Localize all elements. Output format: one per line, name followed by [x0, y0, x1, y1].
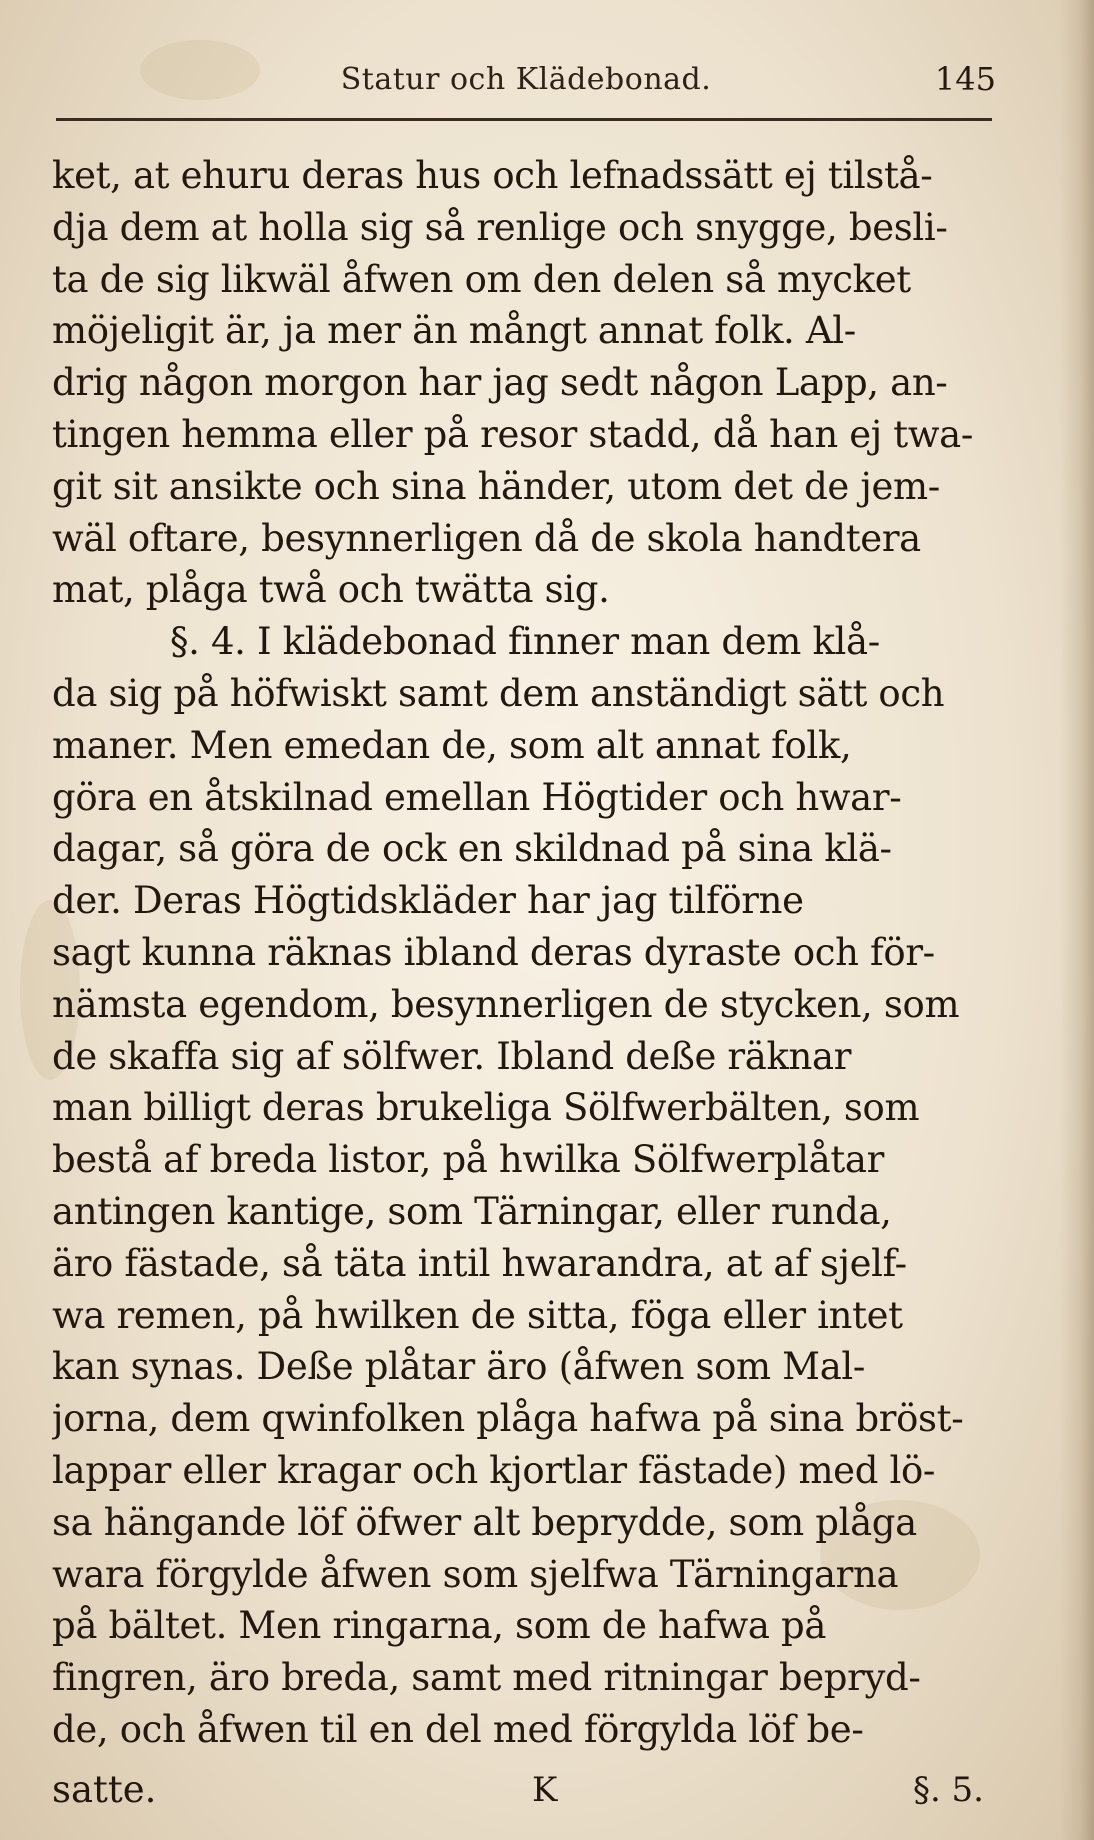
- page-header: [56, 58, 996, 108]
- text-line: bestå af breda listor, på hwilka Sölfwerplåtar: [52, 1138, 884, 1182]
- text-line: ket, at ehuru deras hus och lefnadssätt ej tilstå-: [52, 154, 933, 197]
- text-line: maner. Men emedan de, som alt annat folk,: [52, 723, 852, 767]
- text-line: de skaffa sig af sölfwer. Ibland deße räknar: [52, 1034, 852, 1078]
- header-rule: [56, 118, 992, 121]
- last-text-line: satte.: [52, 1768, 157, 1811]
- text-line: göra en åtskilnad emellan Högtider och hwar-: [52, 775, 902, 819]
- text-line: antingen kantige, som Tärningar, eller runda,: [52, 1189, 892, 1233]
- text-line: möjeligit är, ja mer än mångt annat folk. Al-: [52, 309, 856, 353]
- text-line: dagar, så göra de ock en skildnad på sina klä-: [52, 827, 892, 871]
- page-edge-shadow: [1060, 0, 1094, 1840]
- text-line: git sit ansikte och sina händer, utom det de jem-: [52, 464, 940, 508]
- text-line: på bältet. Men ringarna, som de hafwa på: [52, 1604, 827, 1648]
- text-line: fingren, äro breda, samt med ritningar bepryd-: [52, 1656, 921, 1700]
- text-line: der. Deras Högtidskläder har jag tilförne: [52, 879, 804, 923]
- signature-mark: K: [532, 1770, 558, 1810]
- running-head: Statur och Klädebonad.: [340, 62, 712, 97]
- text-line: sagt kunna räknas ibland deras dyraste och för-: [52, 930, 935, 974]
- text-line: äro fästade, så täta intil hwarandra, at af sjelf-: [52, 1241, 907, 1285]
- text-line: dja dem at holla sig så renlige och snygge, besli-: [52, 205, 948, 249]
- text-line: mat, plåga twå och twätta sig.: [52, 568, 610, 612]
- text-line: da sig på höfwiskt samt dem anständigt sätt och: [52, 671, 945, 715]
- page-number: 145: [934, 60, 996, 98]
- text-line: wa remen, på hwilken de sitta, föga eller intet: [52, 1293, 903, 1337]
- text-line: de, och åfwen til en del med förgylda löf be-: [52, 1707, 864, 1751]
- text-line: man billigt deras brukeliga Sölfwerbälten, som: [52, 1086, 920, 1130]
- page-footer: [52, 1764, 1000, 1816]
- text-line: jorna, dem qwinfolken plåga hafwa på sina bröst-: [52, 1397, 964, 1441]
- text-line: kan synas. Deße plåtar äro (åfwen som Mal-: [52, 1345, 866, 1389]
- text-line: sa hängande löf öfwer alt beprydde, som plåga: [52, 1500, 917, 1544]
- text-line: drig någon morgon har jag sedt någon Lapp, an-: [52, 361, 948, 405]
- text-line: wäl oftare, besynnerligen då de skola handtera: [52, 516, 921, 560]
- section-heading-line: §. 4. I klädebonad finner man dem klå-: [170, 620, 880, 664]
- text-line: wara förgylde åfwen som sjelfwa Tärningarna: [52, 1552, 899, 1596]
- text-line: tingen hemma eller på resor stadd, då han ej twa-: [52, 412, 974, 456]
- text-line: lappar eller kragar och kjortlar fästade) med lö-: [52, 1448, 936, 1492]
- catchword: §. 5.: [912, 1770, 984, 1810]
- page-body: [52, 150, 1000, 1756]
- text-line: ta de sig likwäl åfwen om den delen så mycket: [52, 257, 911, 301]
- text-line: nämsta egendom, besynnerligen de stycken, som: [52, 982, 960, 1026]
